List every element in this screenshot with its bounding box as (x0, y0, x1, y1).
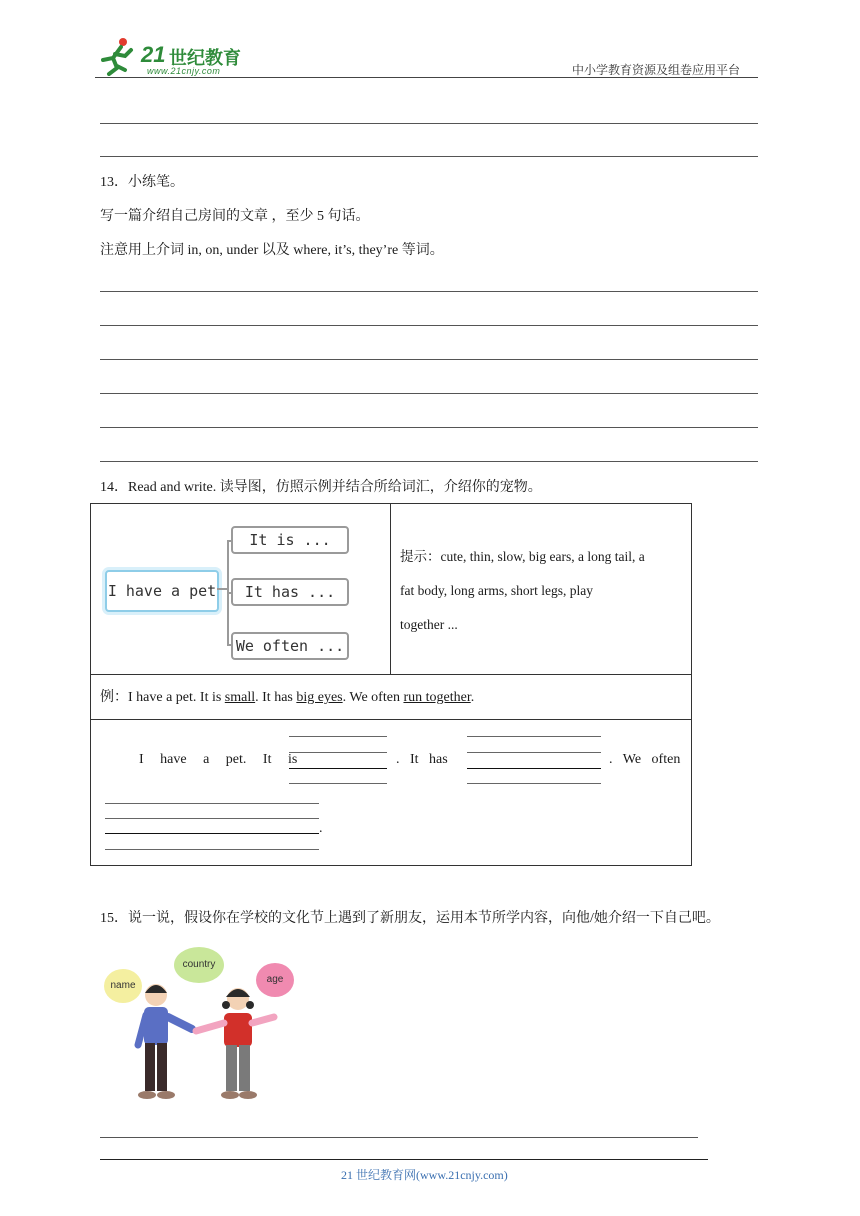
platform-title: 中小学教育资源及组卷应用平台 (572, 63, 741, 77)
children-illustration (130, 973, 300, 1113)
blank-line (467, 783, 601, 784)
mindmap (91, 504, 390, 674)
fill-text-1: I have a pet. It is (139, 752, 298, 767)
hint-label: 提示： (400, 549, 441, 564)
example-word-2: big eyes (296, 690, 343, 705)
q13-title: 13．小练笔。 (100, 175, 184, 190)
blank-line (289, 783, 387, 784)
footer-text: 21 世纪教育网(www.21cnjy.com) (341, 1168, 508, 1182)
answer-blank-2[interactable] (467, 768, 601, 769)
answer-line (100, 123, 758, 124)
bubble-age: age (256, 963, 294, 997)
blank-line (105, 818, 319, 819)
q14-title: 14．Read and write. 读导图，仿照示例并结合所给词汇，介绍你的宠物。 (100, 480, 542, 495)
answer-line (100, 461, 758, 462)
q13-instruction-1: 写一篇介绍自己房间的文章 ，至少 5 句话。 (100, 209, 370, 224)
answer-line (100, 1137, 698, 1138)
blank-line (105, 803, 319, 804)
answer-line (100, 427, 758, 428)
runner-icon (95, 36, 139, 76)
mindmap-branch-1: It is ... (231, 526, 349, 554)
answer-line (100, 156, 758, 157)
header-rule (95, 77, 758, 78)
blank-line (105, 849, 319, 850)
answer-line (100, 359, 758, 360)
fill-end: . (319, 821, 323, 836)
answer-blank-1[interactable] (289, 768, 387, 769)
example-word-1: small (224, 690, 256, 705)
example-end: . (470, 690, 475, 705)
example-prefix: 例：I have a pet. It is (100, 690, 225, 705)
mindmap-cell (91, 504, 391, 675)
hint-line-2: fat body, long arms, short legs, play (400, 583, 593, 598)
hint-line-1 (400, 548, 645, 566)
example-cell (91, 675, 692, 720)
example-word-3: run together (403, 690, 471, 705)
mindmap-connector (217, 588, 227, 590)
answer-line (100, 291, 758, 292)
example-mid-2: . We often (342, 690, 404, 705)
footer-rule (100, 1159, 708, 1160)
hint-cell (391, 504, 692, 675)
blank-line (289, 752, 387, 753)
fill-cell (91, 720, 692, 866)
q15-title: 15．说一说，假设你在学校的文化节上遇到了新朋友，运用本节所学内容，向他/她介绍一下自己吧。 (100, 911, 720, 926)
answer-line (100, 393, 758, 394)
example-mid-1: . It has (255, 690, 297, 705)
fill-text-2: . It has (396, 752, 448, 767)
q13-instruction-2: 注意用上介词 in, on, under 以及 where, it’s, they’re 等词。 (100, 243, 444, 258)
example-sentence (100, 689, 474, 707)
answer-blank-3[interactable] (105, 833, 319, 834)
hint-line-3: together ... (400, 617, 458, 632)
mindmap-branch-2: It has ... (231, 578, 349, 606)
q15-illustration (100, 945, 300, 1115)
mindmap-main-node: I have a pet (105, 570, 219, 612)
blank-line (467, 752, 601, 753)
blank-line (467, 736, 601, 737)
fill-text-3: . We often (609, 752, 681, 767)
header-logo (95, 36, 265, 78)
bubble-country: country (174, 947, 224, 983)
logo-url: www.21cnjy.com (147, 66, 221, 76)
blank-line (289, 736, 387, 737)
logo-number: 21 (141, 42, 166, 67)
logo-name: 世纪教育 (169, 48, 241, 69)
q14-table (90, 503, 692, 866)
bubble-name: name (104, 969, 142, 1003)
answer-line (100, 325, 758, 326)
hint-words-1: cute, thin, slow, big ears, a long tail, a (440, 549, 645, 564)
mindmap-branch-3: We often ... (231, 632, 349, 660)
